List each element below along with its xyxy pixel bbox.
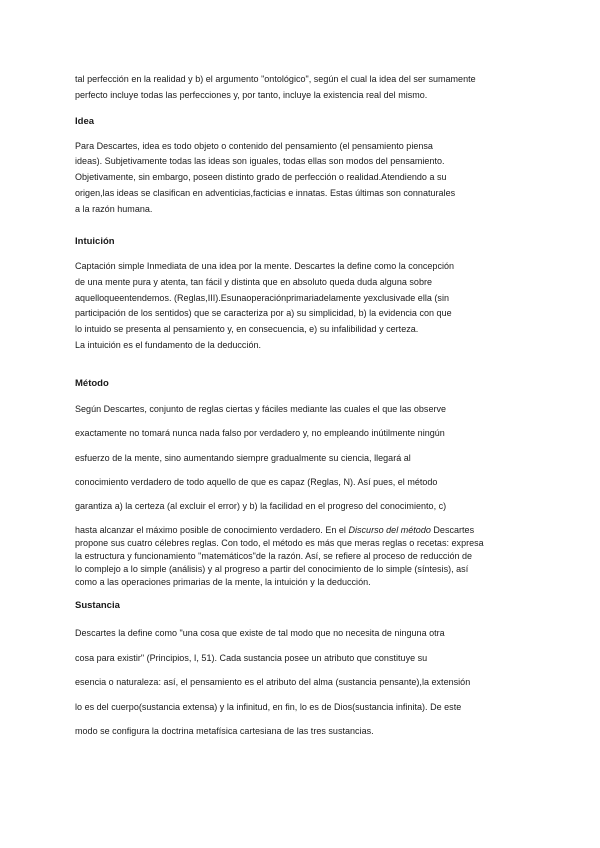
metodo-line-9: lo complejo a lo simple (análisis) y al progreso a partir del conocimiento de lo simple (síntesis), así — [75, 564, 469, 574]
metodo-line-6-start: hasta alcanzar el máximo posible de conocimiento verdadero. En el — [75, 525, 349, 535]
sustancia-line-3: esencia o naturaleza: así, el pensamiento es el atributo del alma (sustancia pensante),la extensión — [75, 677, 471, 687]
heading-metodo: Método — [75, 378, 109, 389]
metodo-line-6-end: Descartes — [430, 525, 475, 535]
metodo-line-3: esfuerzo de la mente, sino aumentando siempre gradualmente su ciencia, llegará al — [75, 453, 411, 463]
metodo-line-2: exactamente no tomará nunca nada falso por verdadero y, no empleando inútilmente ningún — [75, 428, 445, 438]
heading-intuicion: Intuición — [75, 236, 115, 247]
metodo-line-8: la estructura y funcionamiento "matemáticos"de la razón. Así, se refiere al proceso de reducción de — [75, 551, 473, 561]
idea-line-4: origen,las ideas se clasifican en adventicias,facticias e innatas. Estas últimas son connaturales — [75, 188, 456, 198]
metodo-line-7: propone sus cuatro célebres reglas. Con todo, el método es más que meras reglas o recetas: expresa — [75, 538, 484, 548]
sustancia-line-5: modo se configura la doctrina metafísica cartesiana de las tres sustancias. — [75, 726, 374, 736]
metodo-line-6 — [75, 525, 474, 536]
sustancia-line-2: cosa para existir" (Principios, I, 51). Cada sustancia posee un atributo que constituye su — [75, 653, 428, 663]
idea-line-2: ideas). Subjetivamente todas las ideas son iguales, todas ellas son modos del pensamiento. — [75, 156, 445, 166]
intuicion-line-2: de una mente pura y atenta, tan fácil y distinta que en absoluto queda duda alguna sobre — [75, 277, 433, 287]
idea-line-5: a la razón humana. — [75, 204, 153, 214]
idea-line-3: Objetivamente, sin embargo, poseen distinto grado de perfección o realidad.Atendiendo a su — [75, 172, 447, 182]
intuicion-line-3: aquelloqueentendemos. (Reglas,III).Esunaoperaciónprimariadelamente yexclusivade ella (sin — [75, 293, 449, 303]
metodo-line-5: garantiza a) la certeza (al excluir el error) y b) la facilidad en el progreso del conocimiento, c) — [75, 501, 447, 511]
metodo-line-1: Según Descartes, conjunto de reglas ciertas y fáciles mediante las cuales el que las observe — [75, 404, 447, 414]
idea-line-1: Para Descartes, idea es todo objeto o contenido del pensamiento (el pensamiento piensa — [75, 141, 433, 151]
intuicion-line-4: participación de los sentidos) que se caracteriza por a) su simplicidad, b) la evidencia con que — [75, 308, 452, 318]
heading-sustancia: Sustancia — [75, 600, 120, 611]
intuicion-line-1: Captación simple Inmediata de una idea por la mente. Descartes la define como la concepción — [75, 261, 455, 271]
discurso-del-metodo-title: Discurso del método — [348, 525, 431, 535]
metodo-line-4: conocimiento verdadero de todo aquello de que es capaz (Reglas, N). Así pues, el método — [75, 477, 438, 487]
heading-idea: Idea — [75, 116, 95, 127]
intro-line-2: perfecto incluye todas las perfecciones y, por tanto, incluye la existencia real del mismo. — [75, 90, 428, 100]
intuicion-line-6: La intuición es el fundamento de la deducción. — [75, 340, 262, 350]
intro-line-1: tal perfección en la realidad y b) el argumento "ontológico", según el cual la idea del ser sumamente — [75, 74, 476, 84]
sustancia-line-1: Descartes la define como "una cosa que existe de tal modo que no necesita de ninguna otra — [75, 628, 445, 638]
intuicion-line-5: lo intuido se presenta al pensamiento y, en consecuencia, e) su infalibilidad y certeza. — [75, 324, 419, 334]
metodo-line-10: como a las operaciones primarias de la mente, la intuición y la deducción. — [75, 577, 371, 587]
sustancia-line-4: lo es del cuerpo(sustancia extensa) y la infinitud, en fin, lo es de Dios(sustancia infinita). De este — [75, 702, 462, 712]
